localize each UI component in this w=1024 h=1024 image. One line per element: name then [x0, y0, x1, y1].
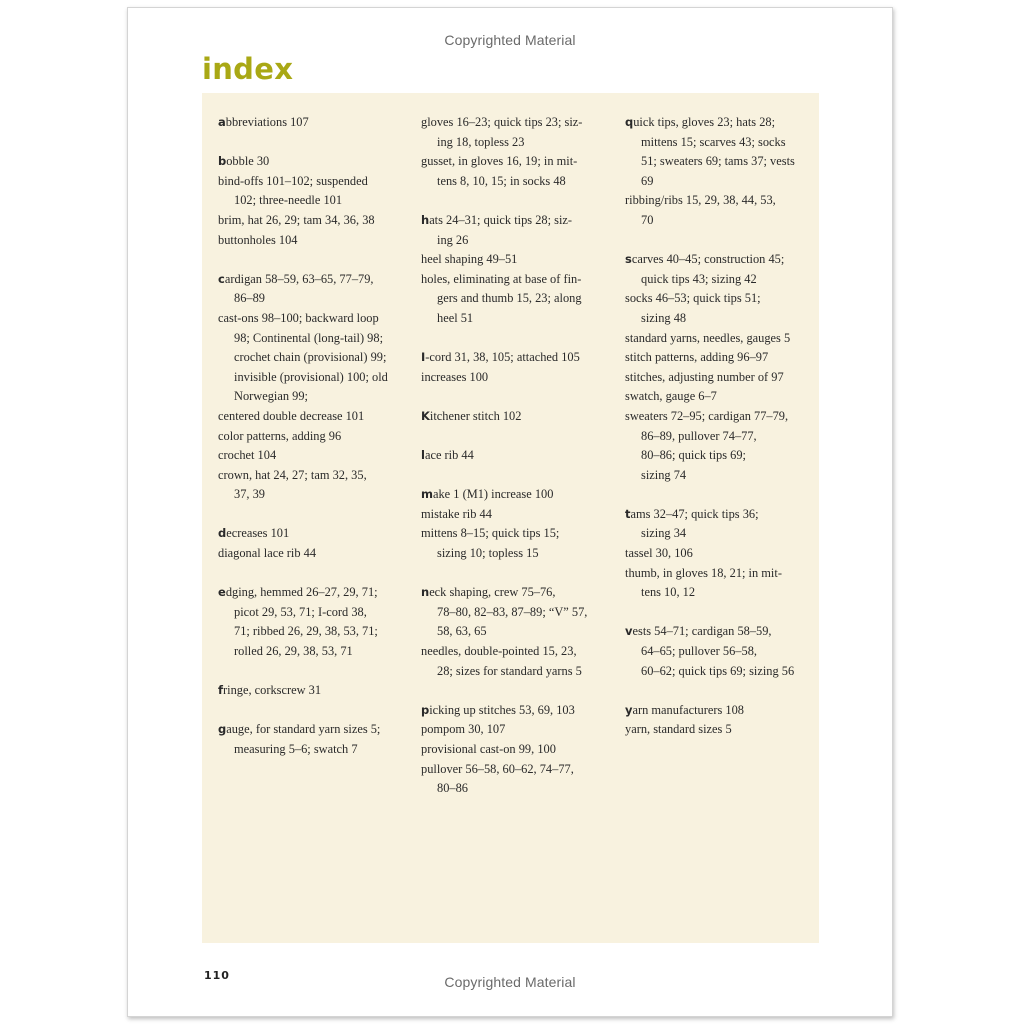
index-entry-text: rolled 26, 29, 38, 53, 71	[234, 644, 353, 659]
index-entry-text: 86–89, pullover 74–77,	[641, 428, 757, 443]
index-entry-text: ardigan 58–59, 63–65, 77–79,	[224, 271, 374, 286]
index-entry	[625, 329, 815, 349]
index-entry-line	[625, 387, 815, 407]
index-entry-text: color patterns, adding 96	[218, 428, 342, 443]
index-entry	[421, 368, 611, 388]
index-entry-line	[421, 524, 611, 544]
index-entry-text: gloves 16–23; quick tips 23; siz-	[421, 115, 583, 129]
index-entry	[625, 191, 815, 230]
index-entry	[218, 113, 408, 133]
index-entry	[218, 466, 408, 505]
index-entry-continuation	[625, 270, 815, 290]
index-entry-text: mittens 8–15; quick tips 15;	[421, 526, 560, 541]
index-entry-line	[625, 564, 815, 584]
index-entry-line	[421, 348, 611, 368]
index-entry	[625, 289, 815, 328]
index-entry	[218, 231, 408, 251]
index-lead-letter: l	[421, 448, 425, 463]
index-entry-line	[421, 113, 611, 133]
index-entry-text: 70	[641, 212, 654, 227]
index-entry-text: ribbing/ribs 15, 29, 38, 44, 53,	[625, 193, 776, 208]
index-entry-continuation	[218, 387, 408, 407]
index-entry-text: auge, for standard yarn sizes 5;	[226, 722, 381, 737]
index-entry-line	[218, 231, 408, 251]
index-entry-text: ests 54–71; cardigan 58–59,	[632, 624, 772, 639]
index-entry-continuation	[421, 779, 611, 799]
index-entry-text: brim, hat 26, 29; tam 34, 36, 38	[218, 212, 375, 227]
index-entry-text: heel 51	[437, 310, 474, 325]
index-entry-line	[421, 152, 611, 172]
index-entry-text: tassel 30, 106	[625, 546, 693, 561]
index-entry-text: socks 46–53; quick tips 51;	[625, 291, 761, 306]
index-entry-text: 98; Continental (long-tail) 98;	[234, 330, 384, 345]
index-entry-text: heel shaping 49–51	[421, 252, 518, 267]
index-entry-line	[218, 407, 408, 427]
index-entry-line	[218, 583, 408, 603]
index-entry	[218, 211, 408, 231]
index-entry-text: 60–62; quick tips 69; sizing 56	[641, 663, 795, 678]
index-entry-text: -cord 31, 38, 105; attached 105	[425, 350, 580, 365]
index-entry-line	[218, 524, 408, 544]
index-lead-letter: b	[218, 154, 227, 169]
index-entry	[625, 544, 815, 564]
index-entry-continuation	[218, 485, 408, 505]
index-entry-text: sizing 34	[641, 526, 687, 541]
index-entry-continuation	[625, 524, 815, 544]
index-entry-text: ecreases 101	[226, 526, 290, 541]
index-entry	[218, 524, 408, 544]
index-entry-text: gers and thumb 15, 23; along	[437, 291, 582, 306]
index-entry	[218, 152, 408, 172]
index-entry-text: tens 8, 10, 15; in socks 48	[437, 173, 566, 188]
index-column-1	[218, 113, 408, 760]
index-lead-letter: h	[421, 212, 430, 227]
index-entry-continuation	[421, 662, 611, 682]
index-entry	[625, 407, 815, 485]
index-entry	[218, 309, 408, 407]
index-entry-line	[218, 172, 408, 192]
index-entry-line	[421, 701, 611, 721]
index-entry-text: standard yarns, needles, gauges 5	[625, 330, 791, 345]
index-entry-text: holes, eliminating at base of fin-	[421, 271, 582, 286]
index-entry	[625, 701, 815, 721]
index-entry-text: ringe, corkscrew 31	[223, 683, 322, 698]
index-entry-text: gusset, in gloves 16, 19; in mit-	[421, 154, 578, 169]
index-entry-line	[625, 348, 815, 368]
index-entry-text: thumb, in gloves 18, 21; in mit-	[625, 565, 782, 580]
index-entry	[421, 485, 611, 505]
index-entry	[421, 407, 611, 427]
index-lead-letter: y	[625, 702, 633, 717]
index-entry-continuation	[218, 603, 408, 623]
book-page	[127, 7, 893, 1017]
index-entry-text: mittens 15; scarves 43; socks	[641, 134, 786, 149]
index-entry-continuation	[625, 309, 815, 329]
index-entry-line	[218, 270, 408, 290]
index-entry-text: 102; three-needle 101	[234, 193, 343, 208]
index-entry-continuation	[421, 544, 611, 564]
index-entry	[218, 583, 408, 661]
index-entry	[421, 270, 611, 329]
index-entry-text: 80–86	[437, 781, 468, 796]
index-entry-text: centered double decrease 101	[218, 408, 365, 423]
index-lead-letter: I	[421, 350, 426, 365]
index-entry	[218, 270, 408, 309]
index-entry-continuation	[625, 211, 815, 231]
index-entry	[218, 172, 408, 211]
index-entry-continuation	[218, 191, 408, 211]
index-entry-line	[625, 250, 815, 270]
index-entry	[421, 446, 611, 466]
index-entry-line	[218, 446, 408, 466]
index-entry	[218, 681, 408, 701]
index-entry-text: crochet chain (provisional) 99;	[234, 350, 387, 365]
index-entry-line	[421, 270, 611, 290]
index-entry-text: pullover 56–58, 60–62, 74–77,	[421, 761, 574, 776]
index-entry-continuation	[421, 603, 611, 623]
index-entry-line	[625, 368, 815, 388]
index-entry-continuation	[218, 622, 408, 642]
index-entry-text: bind-offs 101–102; suspended	[218, 173, 368, 188]
index-entry-continuation	[218, 642, 408, 662]
index-entry-line	[625, 720, 815, 740]
index-entry-line	[421, 368, 611, 388]
index-entry-line	[218, 309, 408, 329]
index-entry-text: bbreviations 107	[225, 115, 309, 129]
index-entry	[421, 701, 611, 721]
index-entry-line	[218, 681, 408, 701]
index-lead-letter: g	[218, 722, 227, 737]
index-entry-text: dging, hemmed 26–27, 29, 71;	[225, 585, 378, 600]
index-entry	[218, 427, 408, 447]
index-entry	[218, 720, 408, 759]
index-entry-text: invisible (provisional) 100; old	[234, 369, 388, 384]
index-entry-text: 69	[641, 173, 654, 188]
index-entry	[421, 760, 611, 799]
index-entry-continuation	[421, 231, 611, 251]
index-entry-line	[218, 211, 408, 231]
index-entry	[421, 524, 611, 563]
index-entry-text: arn manufacturers 108	[632, 702, 744, 717]
index-entry-continuation	[625, 662, 815, 682]
index-entry	[625, 368, 815, 388]
index-lead-letter: d	[218, 526, 227, 541]
index-entry-line	[421, 250, 611, 270]
index-entry-text: 58, 63, 65	[437, 624, 487, 639]
copyright-header: Copyrighted Material	[444, 32, 576, 48]
index-entry-text: diagonal lace rib 44	[218, 546, 317, 561]
index-entry-text: carves 40–45; construction 45;	[631, 252, 785, 267]
index-entry-continuation	[421, 289, 611, 309]
index-entry-text: needles, double-pointed 15, 23,	[421, 644, 577, 659]
index-entry-line	[421, 740, 611, 760]
index-lead-letter: e	[218, 585, 226, 600]
index-entry-line	[625, 701, 815, 721]
index-entry	[421, 583, 611, 642]
index-entry-text: tens 10, 12	[641, 585, 696, 600]
index-entry	[625, 250, 815, 289]
index-entry-continuation	[625, 642, 815, 662]
index-entry	[625, 564, 815, 603]
index-entry-continuation	[625, 466, 815, 486]
index-entry	[625, 113, 815, 191]
index-entry-line	[625, 407, 815, 427]
index-entry-continuation	[625, 427, 815, 447]
index-lead-letter: n	[421, 585, 430, 600]
index-lead-letter: m	[421, 487, 433, 502]
index-entry-line	[625, 329, 815, 349]
index-entry-text: stitch patterns, adding 96–97	[625, 350, 769, 365]
index-entry-continuation	[421, 133, 611, 153]
index-entry-line	[625, 544, 815, 564]
index-entry	[421, 720, 611, 740]
index-entry-text: itchener stitch 102	[429, 408, 522, 423]
index-entry-text: stitches, adjusting number of 97	[625, 369, 784, 384]
index-lead-letter: a	[218, 115, 226, 129]
index-entry-text: crown, hat 24, 27; tam 32, 35,	[218, 467, 367, 482]
index-entry-line	[625, 622, 815, 642]
index-entry-text: quick tips 43; sizing 42	[641, 271, 757, 286]
index-entry	[421, 250, 611, 270]
page-number: 110	[204, 969, 230, 982]
index-entry-text: 28; sizes for standard yarns 5	[437, 663, 582, 678]
index-entry-text: cast-ons 98–100; backward loop	[218, 310, 379, 325]
index-entry-continuation	[421, 172, 611, 192]
index-entry-line	[625, 505, 815, 525]
index-entry-line	[421, 505, 611, 525]
index-entry	[421, 505, 611, 525]
index-entry-text: ace rib 44	[424, 448, 474, 463]
index-entry-text: Norwegian 99;	[234, 389, 308, 404]
index-entry-text: 51; sweaters 69; tams 37; vests	[641, 154, 795, 169]
index-entry-text: measuring 5–6; swatch 7	[234, 742, 358, 756]
index-lead-letter: s	[625, 252, 632, 267]
index-column-2	[421, 113, 611, 799]
index-lead-letter: c	[218, 271, 225, 286]
index-lead-letter: v	[625, 624, 633, 639]
index-entry-line	[421, 407, 611, 427]
index-entry-line	[218, 720, 408, 740]
index-entry-text: 64–65; pullover 56–58,	[641, 644, 757, 659]
index-entry-text: ats 24–31; quick tips 28; siz-	[429, 212, 573, 227]
index-entry-continuation	[625, 172, 815, 192]
index-entry-line	[218, 113, 408, 133]
index-entry-text: picot 29, 53, 71; I-cord 38,	[234, 604, 367, 619]
index-entry-text: sizing 74	[641, 467, 687, 482]
index-entry	[218, 544, 408, 564]
index-entry-line	[421, 720, 611, 740]
index-entry-text: sizing 10; topless 15	[437, 546, 539, 561]
index-entry-continuation	[625, 133, 815, 153]
index-entry	[625, 387, 815, 407]
index-entry-text: sweaters 72–95; cardigan 77–79,	[625, 408, 789, 423]
index-entry-text: uick tips, gloves 23; hats 28;	[633, 115, 776, 129]
index-entry-text: 80–86; quick tips 69;	[641, 448, 746, 463]
index-entry	[625, 348, 815, 368]
index-entry-text: mistake rib 44	[421, 506, 492, 521]
index-entry-line	[218, 427, 408, 447]
index-entry-continuation	[625, 583, 815, 603]
index-entry-text: ake 1 (M1) increase 100	[432, 487, 554, 502]
index-entry-line	[625, 191, 815, 211]
index-panel	[202, 93, 819, 943]
index-entry-line	[625, 289, 815, 309]
index-entry	[421, 740, 611, 760]
index-entry	[421, 348, 611, 368]
index-lead-letter: p	[421, 702, 430, 717]
index-entry	[218, 446, 408, 466]
index-entry-continuation	[218, 289, 408, 309]
index-entry-line	[421, 642, 611, 662]
index-entry-text: 78–80, 82–83, 87–89; “V” 57,	[437, 604, 588, 619]
index-entry-text: swatch, gauge 6–7	[625, 389, 717, 404]
index-entry-text: ing 18, topless 23	[437, 134, 525, 149]
index-entry-continuation	[218, 368, 408, 388]
copyright-footer: Copyrighted Material	[444, 974, 576, 990]
index-entry-line	[218, 152, 408, 172]
index-entry-line	[625, 113, 815, 133]
index-entry-text: ing 26	[437, 232, 469, 247]
index-entry-line	[421, 211, 611, 231]
index-entry-text: ams 32–47; quick tips 36;	[630, 506, 759, 521]
index-entry-continuation	[625, 152, 815, 172]
index-entry	[218, 407, 408, 427]
index-entry-text: 71; ribbed 26, 29, 38, 53, 71;	[234, 624, 378, 639]
index-entry-continuation	[218, 740, 408, 760]
index-entry-text: obble 30	[226, 154, 270, 169]
index-entry-text: pompom 30, 107	[421, 722, 506, 737]
index-entry-text: provisional cast-on 99, 100	[421, 742, 556, 756]
index-entry-text: crochet 104	[218, 448, 277, 463]
index-entry-line	[421, 760, 611, 780]
index-entry	[625, 622, 815, 681]
index-entry-continuation	[421, 622, 611, 642]
index-entry-text: buttonholes 104	[218, 232, 298, 247]
index-entry-line	[421, 485, 611, 505]
index-entry	[421, 211, 611, 250]
index-entry-text: increases 100	[421, 369, 489, 384]
index-entry-line	[421, 446, 611, 466]
index-entry-text: 37, 39	[234, 487, 265, 502]
index-entry-continuation	[218, 348, 408, 368]
index-lead-letter: q	[625, 115, 634, 129]
index-entry	[625, 505, 815, 544]
index-entry	[421, 113, 611, 152]
page-title: index	[202, 52, 294, 86]
index-entry-line	[218, 466, 408, 486]
index-entry	[421, 642, 611, 681]
index-lead-letter: K	[421, 408, 430, 423]
index-entry-continuation	[421, 309, 611, 329]
index-entry-text: sizing 48	[641, 310, 687, 325]
index-column-3	[625, 113, 815, 740]
index-entry-text: yarn, standard sizes 5	[625, 722, 732, 737]
index-entry-text: 86–89	[234, 291, 265, 306]
index-entry-text: eck shaping, crew 75–76,	[429, 585, 556, 600]
index-entry	[421, 152, 611, 191]
index-entry-continuation	[625, 446, 815, 466]
index-entry	[625, 720, 815, 740]
index-entry-line	[218, 544, 408, 564]
index-entry-continuation	[218, 329, 408, 349]
index-entry-text: icking up stitches 53, 69, 103	[429, 702, 575, 717]
index-entry-line	[421, 583, 611, 603]
index-lead-letter: t	[625, 506, 631, 521]
index-lead-letter: f	[218, 683, 224, 698]
